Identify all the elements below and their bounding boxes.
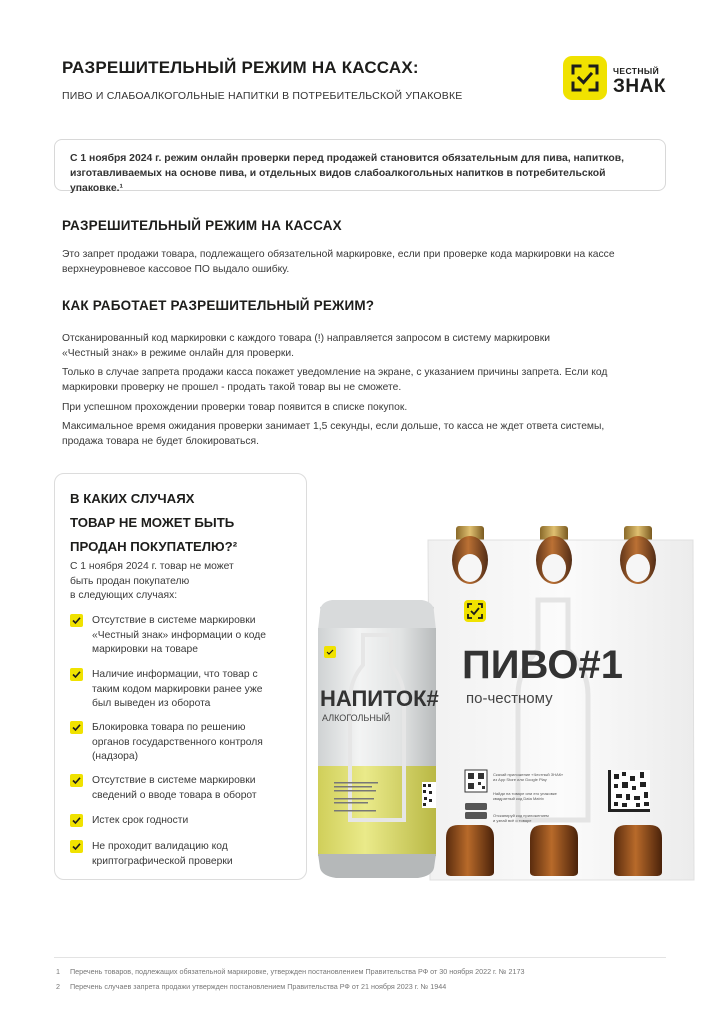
text-line: При успешном прохождении проверки товар появится в списке покупок.	[62, 402, 408, 413]
title-line: ТОВАР НЕ МОЖЕТ БЫТЬ	[70, 515, 235, 530]
text-line: Это запрет продажи товара, подлежащего обязательной маркировке, если при проверке кода маркировки на кассе	[62, 249, 615, 260]
beer-pack-and-can-image	[318, 520, 698, 892]
checkmark-icon	[70, 721, 83, 734]
pack-sublabel: по-честному	[466, 690, 553, 707]
text-line: С 1 ноября 2024 г. товар не может	[70, 561, 234, 572]
text-line: Наличие информации, что товар с	[92, 669, 258, 680]
text-line: Отсутствие в системе маркировки	[92, 615, 256, 626]
can-datamatrix-icon	[422, 782, 436, 808]
can-sublabel: АЛКОГОЛЬНЫЙ	[322, 713, 391, 723]
page-title: РАЗРЕШИТЕЛЬНЫЙ РЕЖИМ НА КАССАХ:	[62, 58, 419, 77]
title-line: ПРОДАН ПОКУПАТЕЛЮ?²	[70, 539, 238, 554]
text-line: Истек срок годности	[92, 815, 189, 826]
text-line: в следующих случаях:	[70, 590, 178, 601]
notice-box	[54, 139, 666, 194]
text-line: Блокировка товара по решению	[92, 722, 246, 733]
pack-small-text: и узнай всё о товаре	[493, 818, 532, 823]
pack-small-text: из App Store или Google Play	[493, 777, 547, 782]
text-line: Только в случае запрета продажи касса покажет уведомление на экране, с указанием причины запрета. Если код	[62, 367, 608, 378]
text-line: Отсутствие в системе маркировки	[92, 775, 256, 786]
paragraph	[62, 401, 662, 416]
can-image	[318, 600, 439, 878]
card-intro	[70, 560, 280, 604]
text-line: сведений о вводе товара в оборот	[92, 789, 257, 801]
paragraph	[62, 366, 662, 395]
text-line: Максимальное время ожидания проверки занимает 1,5 секунды, если дольше, то касса не ждет ответа системы,	[62, 421, 605, 432]
section-title-how-it-works: КАК РАБОТАЕТ РАЗРЕШИТЕЛЬНЫЙ РЕЖИМ?	[62, 298, 375, 313]
text-line: таким кодом маркировки ранее уже	[92, 683, 263, 695]
section-body	[62, 248, 662, 277]
text-line: Отсканированный код маркировки с каждого товара (!) направляется запросом в систему маркировки	[62, 333, 551, 344]
footnote-number: 1	[56, 967, 60, 976]
paragraph	[62, 420, 662, 449]
text-line: быть продан покупателю	[70, 575, 190, 587]
checkmark-icon	[70, 840, 83, 853]
footnote	[54, 967, 666, 977]
product-illustration	[318, 520, 698, 892]
checkmark-icon	[70, 814, 83, 827]
text-line: криптографической проверки	[92, 855, 233, 867]
pack-small-text: Отсканируй код приложением	[493, 813, 549, 818]
footnote-text: Перечень товаров, подлежащих обязательной маркировке, утвержден постановлением Правительства РФ от 30 ноября 2022 г. № 2173	[70, 967, 525, 976]
marking-code-icon	[563, 56, 607, 100]
notice-line: изготавливаемых на основе пива, и отдельных видов слабоалкогольных напитков в потребительской упаковке.¹	[70, 168, 606, 194]
pack-small-text: квадратный код Data Matrix	[493, 796, 544, 801]
logo-text-top: ЧЕСТНЫЙ	[613, 66, 660, 76]
checkmark-icon	[70, 774, 83, 787]
text-line: «Честный знак» информации о коде	[92, 629, 266, 641]
sale-ban-cases-card	[54, 473, 307, 880]
text-line: маркировки проверку не прошел - продать такой товар вы не сможете.	[62, 381, 402, 393]
pack-small-text: Найди на товаре или его упаковке	[493, 791, 557, 796]
datamatrix-code-icon	[608, 770, 650, 812]
logo-text-bottom: ЗНАК	[613, 76, 666, 97]
text-line: (надзора)	[92, 751, 139, 762]
section-title-permissive-mode: РАЗРЕШИТЕЛЬНЫЙ РЕЖИМ НА КАССАХ	[62, 218, 342, 233]
text-line: продажа товара не будет блокироваться.	[62, 435, 259, 447]
text-line: был выведен из оборота	[92, 698, 211, 709]
text-line: Не проходит валидацию код	[92, 841, 228, 852]
footnote-number: 2	[56, 982, 60, 991]
chestny-znak-logo	[563, 56, 673, 102]
paragraph	[62, 332, 662, 361]
text-line: «Честный знак» в режиме онлайн для проверки.	[62, 347, 294, 359]
text-line: верхнеуровневое кассовое ПО выдало ошибку.	[62, 263, 290, 275]
footnote-text: Перечень случаев запрета продажи утвержден постановлением Правительства РФ от 21 ноября 2023 г. № 1944	[70, 982, 447, 991]
footnote	[54, 982, 666, 992]
page-subtitle: ПИВО И СЛАБОАЛКОГОЛЬНЫЕ НАПИТКИ В ПОТРЕБИТЕЛЬСКОЙ УПАКОВКЕ	[62, 90, 463, 102]
text-line: маркировки на товаре	[92, 644, 198, 655]
notice-line: С 1 ноября 2024 г. режим онлайн проверки перед продажей становится обязательным для пива, напитков,	[70, 153, 624, 164]
can-label: НАПИТОК#	[320, 686, 439, 711]
card-title	[70, 487, 300, 559]
pack-small-text: Скачай приложение «Честный ЗНАК»	[493, 772, 564, 777]
pack-label: ПИВО#1	[462, 643, 623, 687]
text-line: органов государственного контроля	[92, 736, 263, 748]
footnotes	[54, 957, 666, 997]
title-line: В КАКИХ СЛУЧАЯХ	[70, 491, 195, 506]
checkmark-icon	[70, 668, 83, 681]
checkmark-icon	[70, 614, 83, 627]
